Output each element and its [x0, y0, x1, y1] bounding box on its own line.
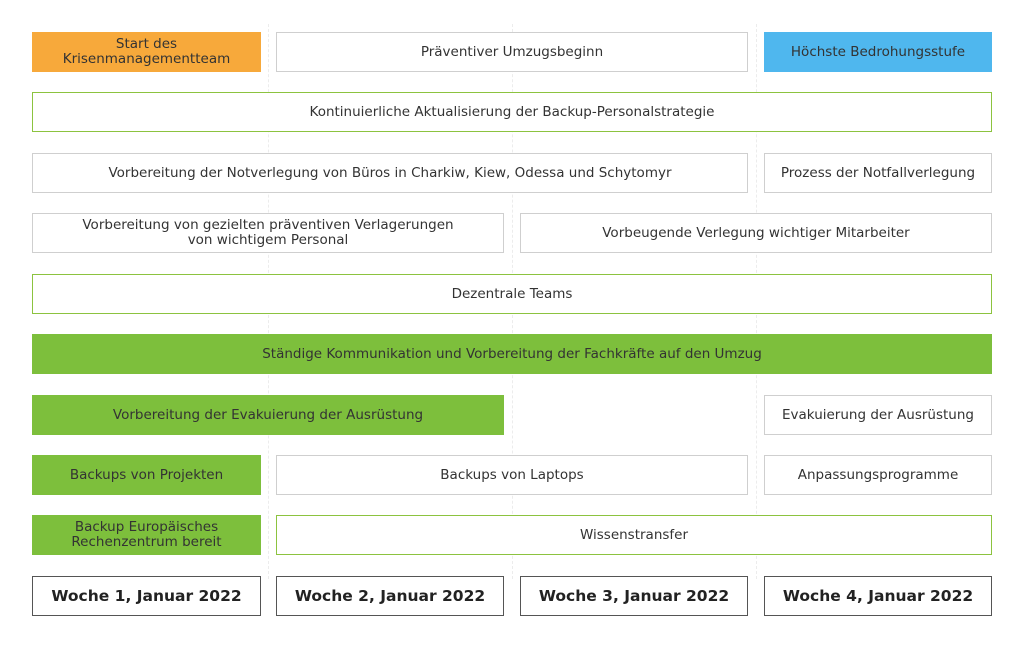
week-4-label: Woche 4, Januar 2022	[764, 576, 992, 616]
krisenteam-start-box: Start des Krisenmanagementteam	[32, 32, 261, 72]
backup-laptops-box: Backups von Laptops	[276, 455, 748, 495]
anpassungsprogramme-box: Anpassungsprogramme	[764, 455, 992, 495]
verlegung-mitarbeiter-box: Vorbeugende Verlegung wichtiger Mitarbeiter	[520, 213, 992, 253]
bedrohungsstufe-box: Höchste Bedrohungsstufe	[764, 32, 992, 72]
notfallverlegung-prozess-box: Prozess der Notfallverlegung	[764, 153, 992, 193]
evakuierung-box: Evakuierung der Ausrüstung	[764, 395, 992, 435]
kommunikation-box: Ständige Kommunikation und Vorbereitung der Fachkräfte auf den Umzug	[32, 334, 992, 374]
rechenzentrum-box: Backup Europäisches Rechenzentrum bereit	[32, 515, 261, 555]
week-2-label: Woche 2, Januar 2022	[276, 576, 504, 616]
vorbereitung-evakuierung-box: Vorbereitung der Evakuierung der Ausrüstung	[32, 395, 504, 435]
gezielte-verlagerung-box: Vorbereitung von gezielten präventiven Verlagerungen von wichtigem Personal	[32, 213, 504, 253]
week-3-label: Woche 3, Januar 2022	[520, 576, 748, 616]
notverlegung-box: Vorbereitung der Notverlegung von Büros in Charkiw, Kiew, Odessa und Schytomyr	[32, 153, 748, 193]
backup-strategie-box: Kontinuierliche Aktualisierung der Backup-Personalstrategie	[32, 92, 992, 132]
wissenstransfer-box: Wissenstransfer	[276, 515, 992, 555]
week-1-label: Woche 1, Januar 2022	[32, 576, 261, 616]
backup-projekte-box: Backups von Projekten	[32, 455, 261, 495]
dezentrale-teams-box: Dezentrale Teams	[32, 274, 992, 314]
umzugsbeginn-box: Präventiver Umzugsbeginn	[276, 32, 748, 72]
